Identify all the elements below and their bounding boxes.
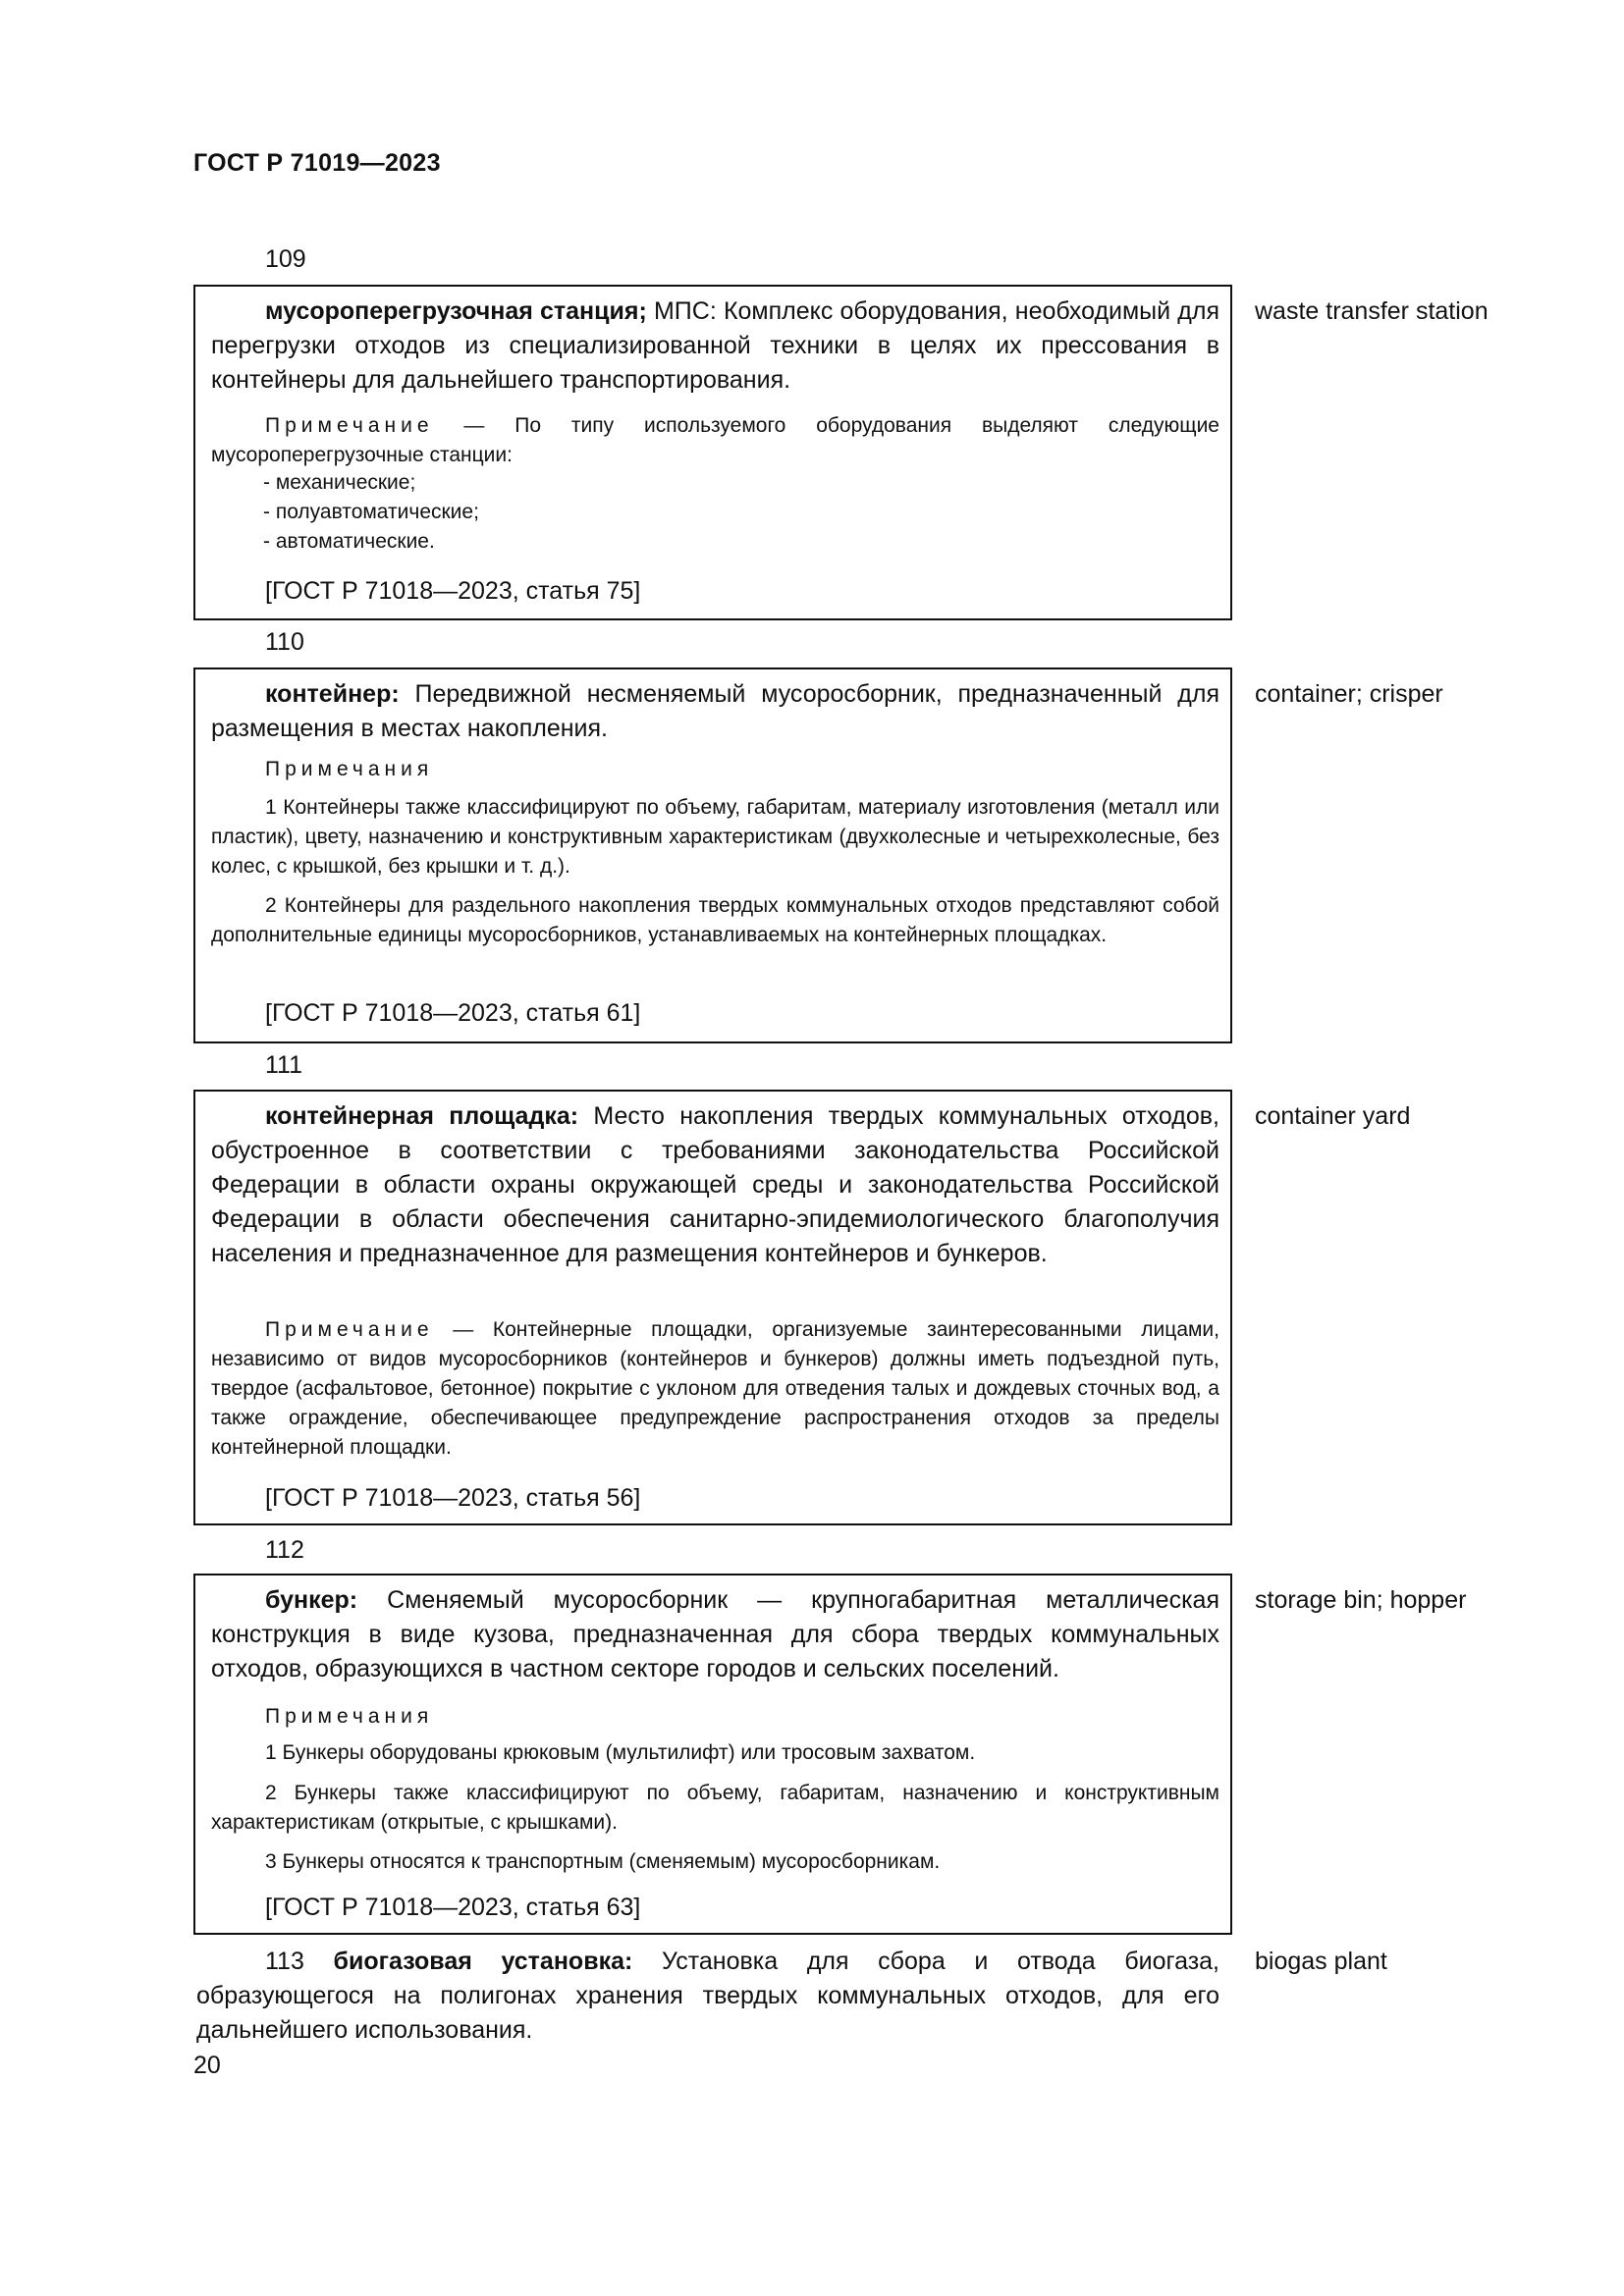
note: 2 Бункеры также классифицируют по объему, габаритам, назначению и конструктивным характеристикам (открытые, с крышками). — [211, 1782, 1219, 1834]
note-text: — По типу используемого оборудования выделяют следующие мусороперегрузочные станции: — [211, 414, 1219, 466]
list-item: - автоматические. — [263, 530, 435, 553]
english-term: container yard — [1255, 1102, 1411, 1130]
entry-number: 113 — [265, 1948, 304, 1975]
source-reference: [ГОСТ Р 71018—2023, статья 63] — [265, 1894, 641, 1921]
note: 1 Контейнеры также классифицируют по объему, габаритам, материалу изготовления (металл или пластик), цвету, назначению и конструктивным характеристикам (двухколесные и четырехколесные, без колес, с крышкой, без крышки и т. д.). — [211, 796, 1219, 878]
english-term: biogas plant — [1255, 1948, 1387, 1975]
notes-heading: Примечания — [265, 758, 434, 780]
term-name: биогазовая установка: — [333, 1948, 633, 1975]
note-label: Примечание — [265, 414, 434, 437]
term-definition — [211, 677, 1219, 746]
definition-text: Сменяемый мусоросборник — крупногабаритная металлическая конструкция в виде кузова, предназначенная для сбора твердых коммунальных отходов, образующихся в частном секторе городов и сельских поселений. — [211, 1586, 1219, 1682]
entry-number: 110 — [265, 628, 304, 656]
note: 3 Бункеры относятся к транспортным (сменяемым) мусоросборникам. — [265, 1850, 941, 1873]
note: 1 Бункеры оборудованы крюковым (мультилифт) или тросовым захватом. — [265, 1741, 976, 1764]
english-term: storage bin; hopper — [1255, 1586, 1467, 1614]
note — [211, 1315, 1219, 1463]
term-name: контейнер: — [265, 680, 400, 708]
page-number: 20 — [193, 2052, 221, 2079]
source-reference: [ГОСТ Р 71018—2023, статья 75] — [265, 577, 641, 605]
list-item: - механические; — [263, 471, 416, 494]
term-name: контейнерная площадка: — [265, 1102, 579, 1130]
term-name: бункер: — [265, 1586, 358, 1614]
note-text: — Контейнерные площадки, организуемые заинтересованными лицами, независимо от видов мусоросборников (контейнеров и бункеров) должны иметь подъездной путь, твердое (асфальтовое, бетонное) покрытие с уклоном для отведения талых и дождевых сточных вод, а также ограждение, обеспечивающее предупреждение распространения отходов за пределы контейнерной площадки. — [211, 1318, 1219, 1459]
definition-text: МПС: Комплекс оборудования, необходимый для перегрузки отходов из специализированной техники в целях их прессования в контейнеры для дальнейшего транспортирования. — [211, 297, 1220, 394]
term-definition — [211, 1099, 1219, 1271]
notes-heading: Примечания — [265, 1705, 434, 1728]
term-definition — [211, 1583, 1219, 1686]
note-label: Примечание — [265, 1318, 434, 1341]
definition-text: Место накопления твердых коммунальных отходов, обустроенное в соответствии с требованиями законодательства Российской Федерации в области охраны окружающей среды и законодательства Российской Федерации в области обеспечения санитарно-эпидемиологического благополучия населения и предназначенное для размещения контейнеров и бункеров. — [211, 1102, 1220, 1267]
source-reference: [ГОСТ Р 71018—2023, статья 56] — [265, 1484, 641, 1512]
note: 2 Контейнеры для раздельного накопления твердых коммунальных отходов представляют собой дополнительные единицы мусоросборников, устанавливаемых на контейнерных площадках. — [211, 894, 1219, 946]
term-definition — [211, 294, 1219, 398]
term-definition — [196, 1945, 1219, 2048]
term-name: мусороперегрузочная станция; — [265, 297, 647, 325]
note — [211, 411, 1219, 470]
entry-number: 112 — [265, 1536, 304, 1564]
english-term: container; crisper — [1255, 680, 1443, 708]
definition-text: Установка для сбора и отвода биогаза, образующегося на полигонах хранения твердых коммунальных отходов, для его дальнейшего использования. — [196, 1948, 1220, 2044]
entry-number: 109 — [265, 245, 306, 273]
entry-number: 111 — [265, 1051, 303, 1079]
source-reference: [ГОСТ Р 71018—2023, статья 61] — [265, 999, 641, 1027]
document-header: ГОСТ Р 71019—2023 — [193, 149, 441, 177]
definition-text: Передвижной несменяемый мусоросборник, предназначенный для размещения в местах накопления. — [211, 680, 1219, 742]
english-term: waste transfer station — [1255, 297, 1489, 325]
list-item: - полуавтоматические; — [263, 501, 479, 523]
